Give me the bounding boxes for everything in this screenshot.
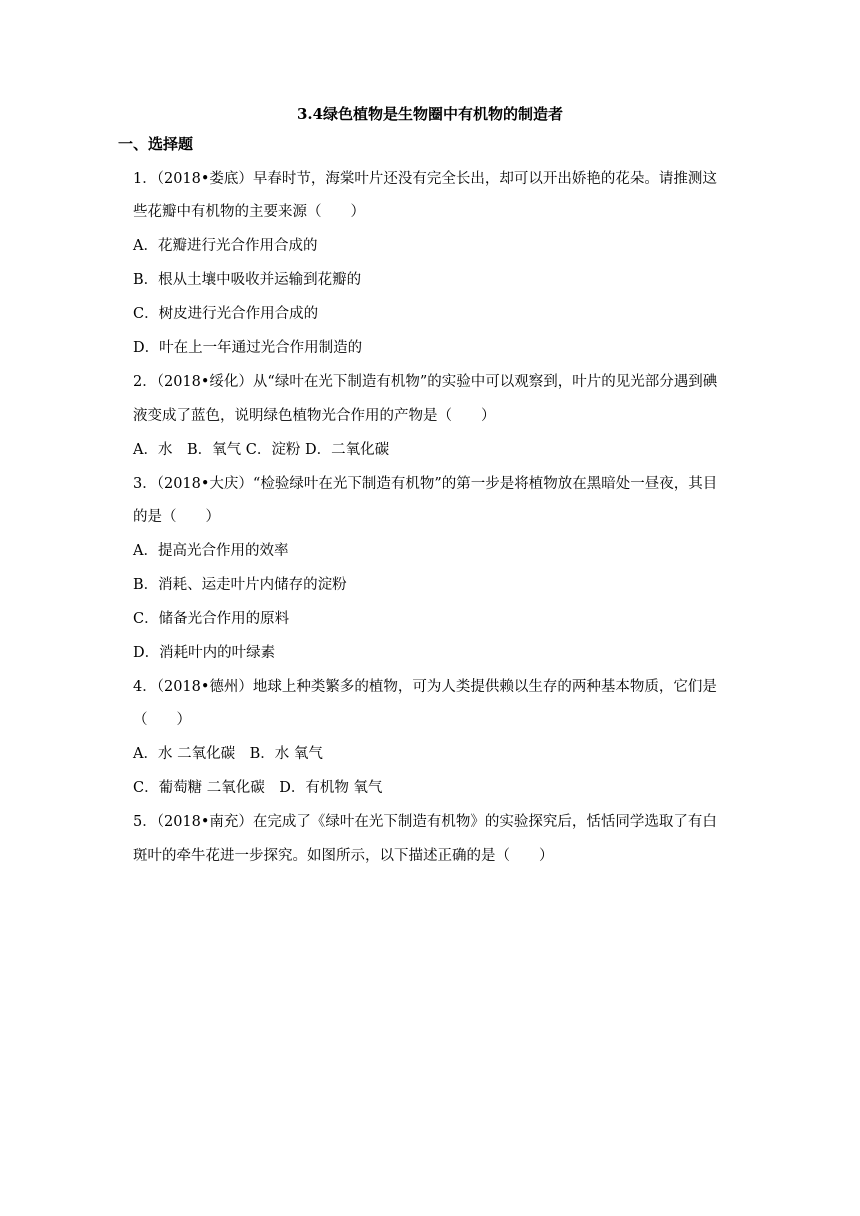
- question-5-stem-line-1: 5．（2018•南充）在完成了《绿叶在光下制造有机物》的实验探究后，恬恬同学选取了有白: [133, 814, 717, 830]
- question-4-options-line-1: A．水 二氧化碳 B．水 氧气: [133, 746, 323, 762]
- question-3-option-d: D．消耗叶内的叶绿素: [133, 645, 276, 661]
- question-1-option-a: A．花瓣进行光合作用合成的: [133, 238, 318, 254]
- question-1-option-b: B．根从土壤中吸收并运输到花瓣的: [133, 272, 362, 288]
- question-3-stem-line-2: 的是（ ）: [133, 509, 220, 525]
- question-2-stem-line-2: 液变成了蓝色，说明绿色植物光合作用的产物是（ ）: [133, 408, 496, 424]
- question-1-stem-line-2: 些花瓣中有机物的主要来源（ ）: [133, 204, 365, 220]
- question-3-option-a: A．提高光合作用的效率: [133, 543, 289, 559]
- question-3-option-b: B．消耗、运走叶片内储存的淀粉: [133, 577, 347, 593]
- question-3-option-c: C．储备光合作用的原料: [133, 611, 290, 627]
- question-4-options-line-2: C．葡萄糖 二氧化碳 D．有机物 氧气: [133, 780, 383, 796]
- question-1-option-c: C．树皮进行光合作用合成的: [133, 306, 319, 322]
- question-4-stem-line-1: 4．（2018•德州）地球上种类繁多的植物，可为人类提供赖以生存的两种基本物质，它们是: [133, 679, 717, 695]
- question-2-options: A．水 B．氧气 C．淀粉 D．二氧化碳: [133, 442, 390, 458]
- question-2-stem-line-1: 2．（2018•绥化）从“绿叶在光下制造有机物”的实验中可以观察到，叶片的见光部分遇到碘: [133, 374, 718, 390]
- question-1-stem-line-1: 1．（2018•娄底）早春时节，海棠叶片还没有完全长出，却可以开出娇艳的花朵。请推测这: [133, 171, 717, 187]
- question-5-stem-line-2: 斑叶的牵牛花进一步探究。如图所示，以下描述正确的是（ ）: [133, 848, 554, 864]
- question-4-stem-line-2: （ ）: [133, 712, 191, 728]
- document-title: 3.4绿色植物是生物圈中有机物的制造者: [296, 105, 564, 123]
- question-3-stem-line-1: 3．（2018•大庆）“检验绿叶在光下制造有机物”的第一步是将植物放在黑暗处一昼夜，其目: [133, 476, 718, 492]
- question-1-option-d: D．叶在上一年通过光合作用制造的: [133, 340, 363, 356]
- section-heading: 一、选择题: [118, 135, 194, 153]
